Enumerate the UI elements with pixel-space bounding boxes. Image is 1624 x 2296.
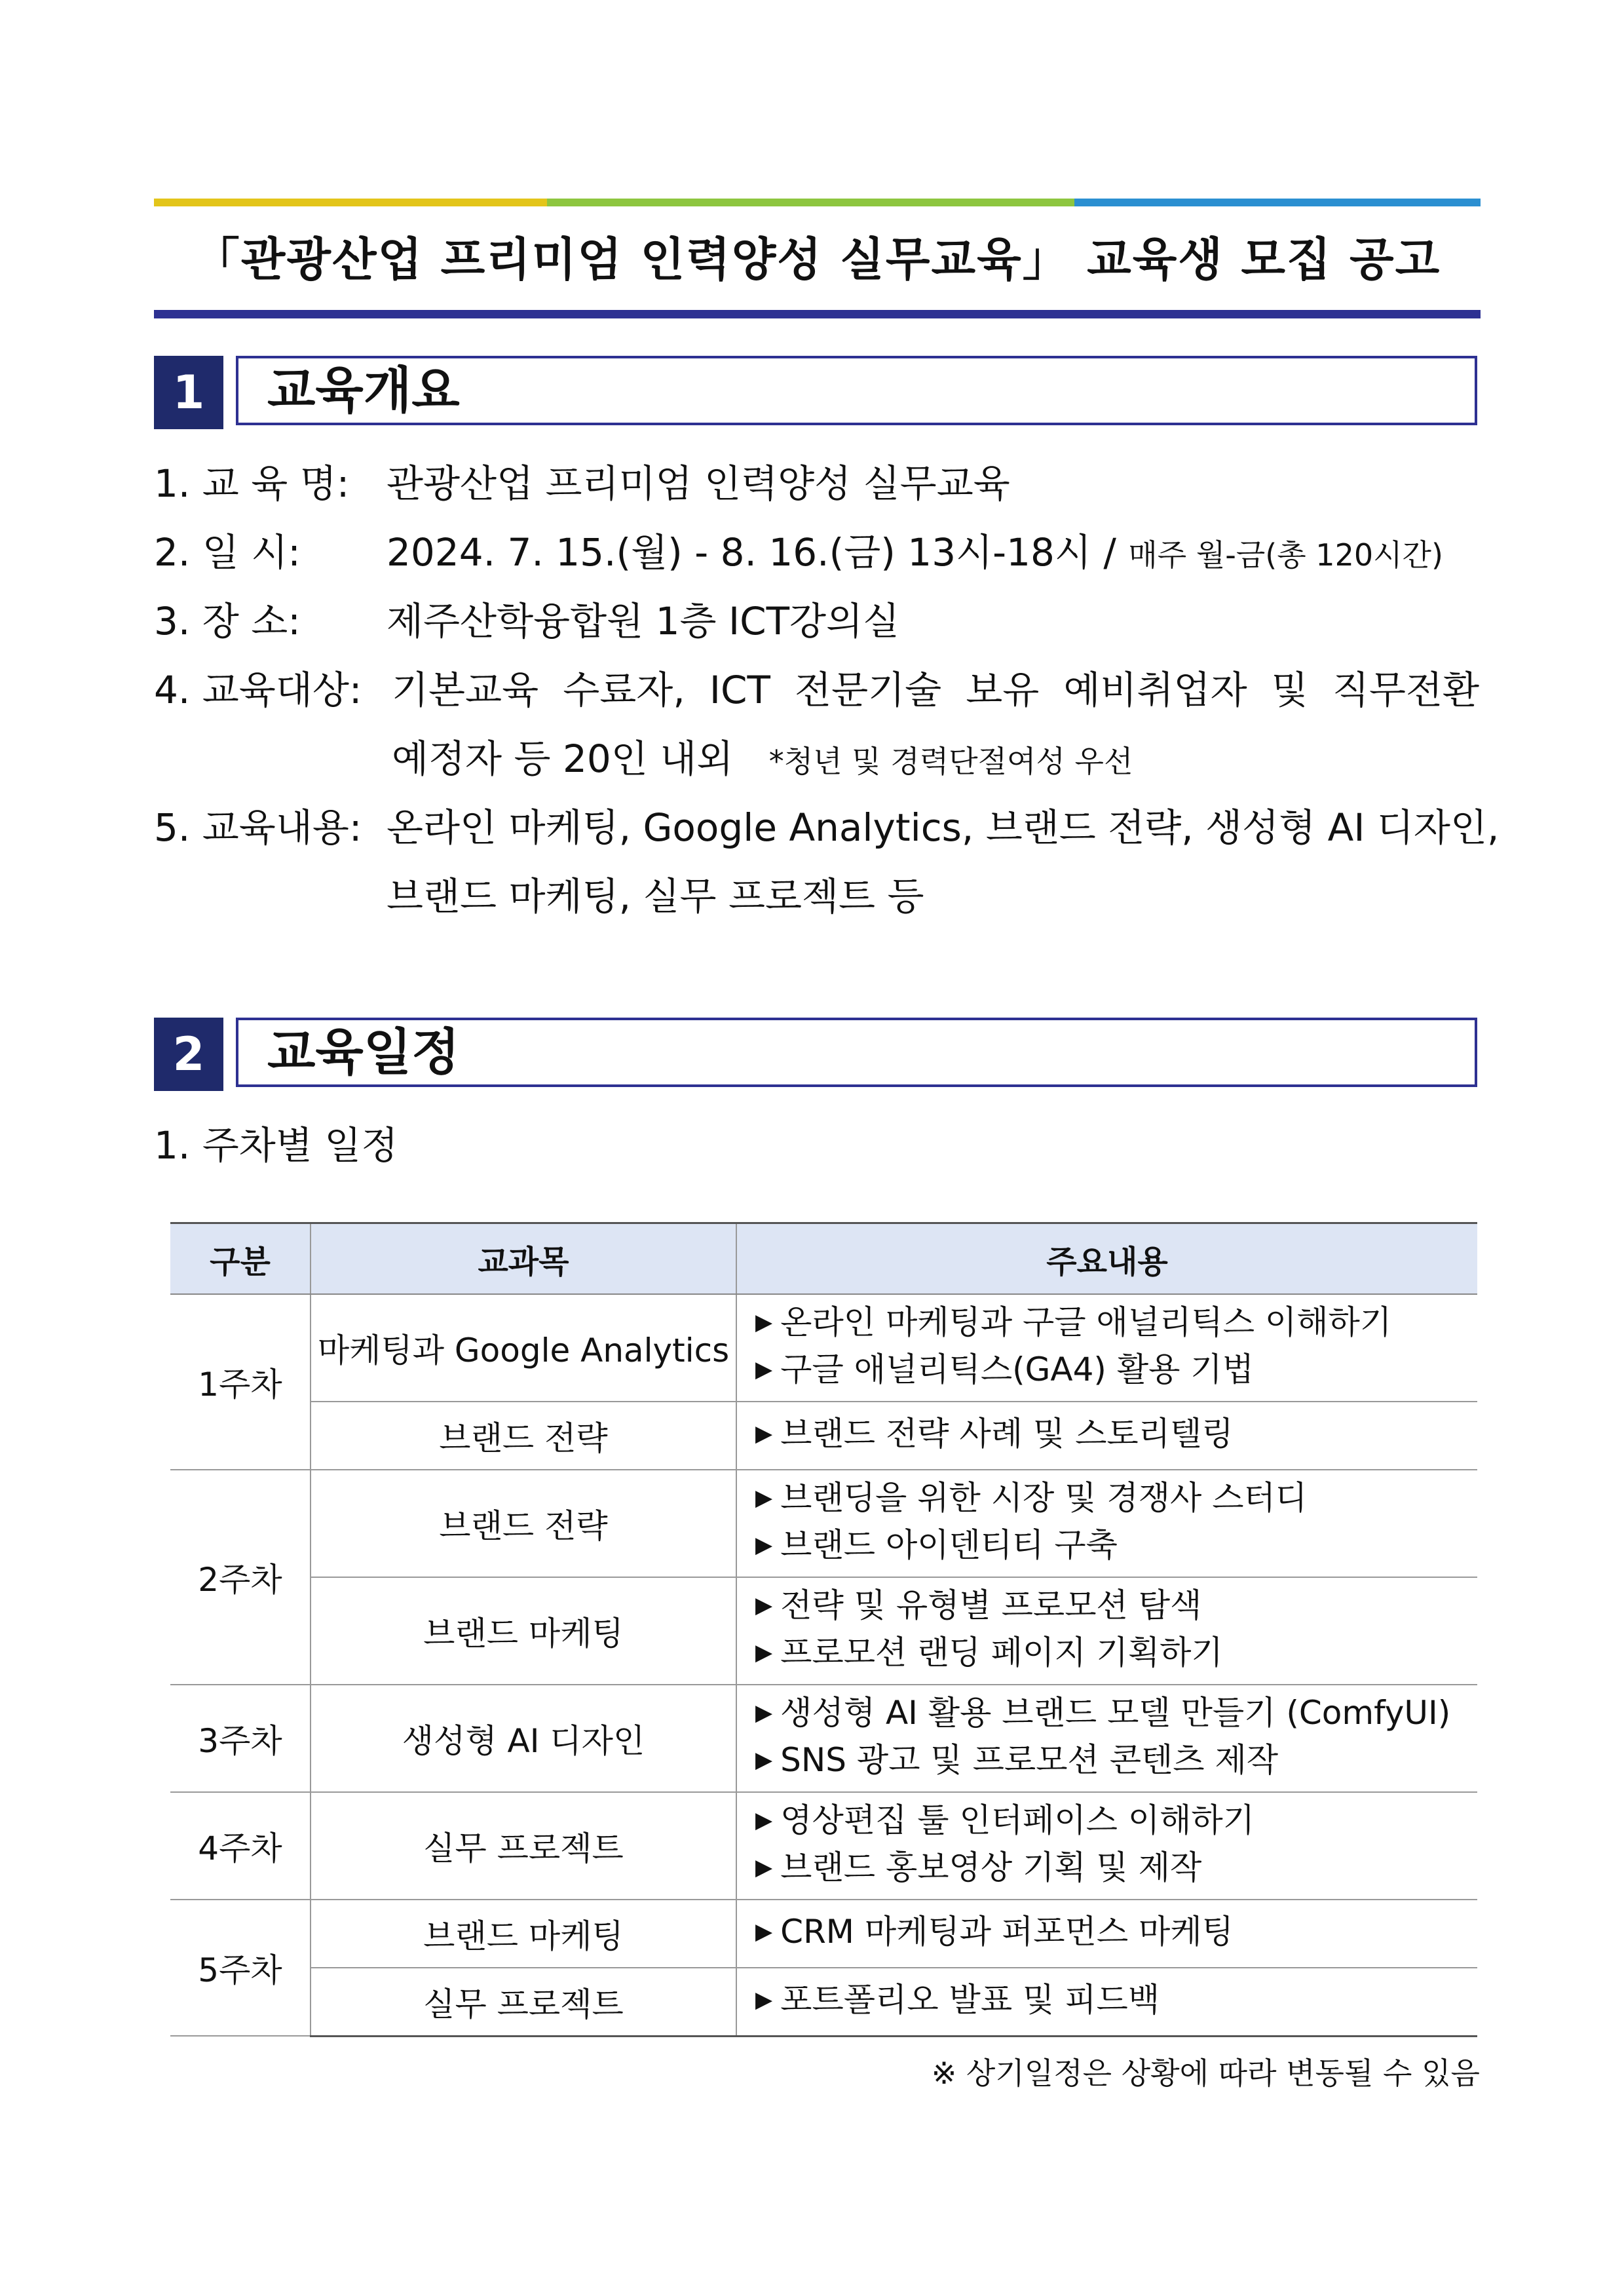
schedule-dates: 2024. 7. 15.(월) - 8. 16.(금) 13시-18시 / bbox=[387, 530, 1129, 575]
content-item: ▶ 프로모션 랜딩 페이지 기획하기 bbox=[755, 1634, 1223, 1672]
triangle-bullet-icon: ▶ bbox=[755, 1986, 773, 2013]
contents-cell bbox=[736, 1792, 1477, 1900]
subject-cell: 브랜드 마케팅 bbox=[311, 1900, 736, 1968]
subject-cell: 생성형 AI 디자인 bbox=[311, 1685, 736, 1792]
table-row bbox=[170, 1968, 1477, 2036]
top-bar-blue bbox=[1074, 199, 1481, 206]
contents-cell bbox=[736, 1577, 1477, 1685]
content-item: ▶ 브랜드 아이덴티티 구축 bbox=[755, 1526, 1118, 1564]
table-row bbox=[170, 1577, 1477, 1685]
content-item: ▶ 생성형 AI 활용 브랜드 모델 만들기 (ComfyUI) bbox=[755, 1694, 1451, 1732]
content-item: ▶ CRM 마케팅과 퍼포먼스 마케팅 bbox=[755, 1913, 1234, 1951]
triangle-bullet-icon: ▶ bbox=[755, 1700, 773, 1726]
triangle-bullet-icon: ▶ bbox=[755, 1421, 773, 1447]
page-title: 「관광산업 프리미엄 인력양성 실무교육」 교육생 모집 공고 bbox=[193, 233, 1441, 286]
triangle-bullet-icon: ▶ bbox=[755, 1854, 773, 1881]
subject-cell: 브랜드 전략 bbox=[311, 1402, 736, 1470]
section-title-2: 교육일정 bbox=[267, 1023, 460, 1081]
section-title-1: 교육개요 bbox=[267, 361, 460, 419]
overview-value-3: 제주산학융합원 1층 ICT강의실 bbox=[387, 599, 900, 643]
content-item: ▶ 온라인 마케팅과 구글 애널리틱스 이해하기 bbox=[755, 1303, 1392, 1341]
table-row bbox=[170, 1685, 1477, 1792]
schedule-hours-note: 매주 월-금(총 120시간) bbox=[1128, 537, 1443, 573]
header-week: 구분 bbox=[170, 1223, 311, 1295]
subject-cell: 마케팅과 Google Analytics bbox=[311, 1294, 736, 1402]
overview-value-1: 관광산업 프리미엄 인력양성 실무교육 bbox=[387, 461, 1010, 506]
content-item: ▶ 브랜딩을 위한 시장 및 경쟁사 스터디 bbox=[755, 1479, 1308, 1517]
triangle-bullet-icon: ▶ bbox=[755, 1356, 773, 1383]
title-underline bbox=[154, 310, 1481, 318]
triangle-bullet-icon: ▶ bbox=[755, 1532, 773, 1558]
overview-label-4: 4. 교육대상: bbox=[154, 668, 362, 712]
schedule-subtitle: 1. 주차별 일정 bbox=[154, 1123, 398, 1168]
table-row bbox=[170, 1402, 1477, 1470]
overview-value-5b: 브랜드 마케팅, 실무 프로젝트 등 bbox=[387, 874, 924, 919]
overview-value-4b bbox=[392, 733, 1133, 788]
top-bar-green bbox=[547, 199, 1074, 206]
week-cell: 4주차 bbox=[170, 1792, 311, 1900]
content-item: ▶ SNS 광고 및 프로모션 콘텐츠 제작 bbox=[755, 1741, 1279, 1779]
contents-cell bbox=[736, 1402, 1477, 1470]
table-header-row bbox=[170, 1223, 1477, 1295]
triangle-bullet-icon: ▶ bbox=[755, 1485, 773, 1511]
overview-label-1: 1. 교 육 명: bbox=[154, 461, 350, 506]
schedule-table bbox=[170, 1222, 1477, 2037]
content-item: ▶ 영상편집 툴 인터페이스 이해하기 bbox=[755, 1801, 1255, 1839]
section-title-box-2 bbox=[236, 1018, 1477, 1087]
contents-cell bbox=[736, 1968, 1477, 2036]
overview-value-5: 온라인 마케팅, Google Analytics, 브랜드 전략, 생성형 AI 디자인, bbox=[387, 805, 1500, 850]
contents-cell bbox=[736, 1685, 1477, 1792]
overview-label-2: 2. 일 시: bbox=[154, 530, 301, 575]
overview-value-2 bbox=[387, 526, 1443, 581]
table-row bbox=[170, 1792, 1477, 1900]
contents-cell bbox=[736, 1470, 1477, 1577]
subject-cell: 실무 프로젝트 bbox=[311, 1968, 736, 2036]
section-number-2: 2 bbox=[154, 1018, 223, 1091]
top-bar-yellow bbox=[154, 199, 547, 206]
subject-cell: 브랜드 마케팅 bbox=[311, 1577, 736, 1685]
content-item: ▶ 구글 애널리틱스(GA4) 활용 기법 bbox=[755, 1350, 1254, 1388]
triangle-bullet-icon: ▶ bbox=[755, 1309, 773, 1335]
triangle-bullet-icon: ▶ bbox=[755, 1639, 773, 1666]
subject-cell: 브랜드 전략 bbox=[311, 1470, 736, 1577]
target-count: 예정자 등 20인 내외 bbox=[392, 737, 734, 781]
contents-cell bbox=[736, 1900, 1477, 1968]
contents-cell bbox=[736, 1294, 1477, 1402]
target-priority-note: *청년 및 경력단절여성 우선 bbox=[768, 744, 1133, 779]
overview-label-3: 3. 장 소: bbox=[154, 599, 301, 643]
triangle-bullet-icon: ▶ bbox=[755, 1807, 773, 1833]
triangle-bullet-icon: ▶ bbox=[755, 1747, 773, 1773]
overview-label-5: 5. 교육내용: bbox=[154, 805, 362, 850]
section-title-box-1 bbox=[236, 356, 1477, 425]
content-item: ▶ 브랜드 홍보영상 기획 및 제작 bbox=[755, 1848, 1202, 1886]
section-number-1: 1 bbox=[154, 356, 223, 429]
content-item: ▶ 포트폴리오 발표 및 피드백 bbox=[755, 1980, 1160, 2019]
header-contents: 주요내용 bbox=[736, 1223, 1477, 1295]
week-cell: 5주차 bbox=[170, 1900, 311, 2036]
table-row bbox=[170, 1900, 1477, 1968]
content-item: ▶ 브랜드 전략 사례 및 스토리텔링 bbox=[755, 1415, 1234, 1453]
top-color-bar bbox=[154, 199, 1481, 206]
header-subject: 교과목 bbox=[311, 1223, 736, 1295]
subject-cell: 실무 프로젝트 bbox=[311, 1792, 736, 1900]
table-row bbox=[170, 1294, 1477, 1402]
content-item: ▶ 전략 및 유형별 프로모션 탐색 bbox=[755, 1586, 1202, 1624]
week-cell: 1주차 bbox=[170, 1294, 311, 1470]
week-cell: 2주차 bbox=[170, 1470, 311, 1685]
triangle-bullet-icon: ▶ bbox=[755, 1919, 773, 1945]
schedule-change-note: ※ 상기일정은 상황에 따라 변동될 수 있음 bbox=[931, 2056, 1480, 2091]
triangle-bullet-icon: ▶ bbox=[755, 1592, 773, 1618]
table-row bbox=[170, 1470, 1477, 1577]
overview-value-4: 기본교육 수료자, ICT 전문기술 보유 예비취업자 및 직무전환 bbox=[392, 668, 1479, 712]
week-cell: 3주차 bbox=[170, 1685, 311, 1792]
